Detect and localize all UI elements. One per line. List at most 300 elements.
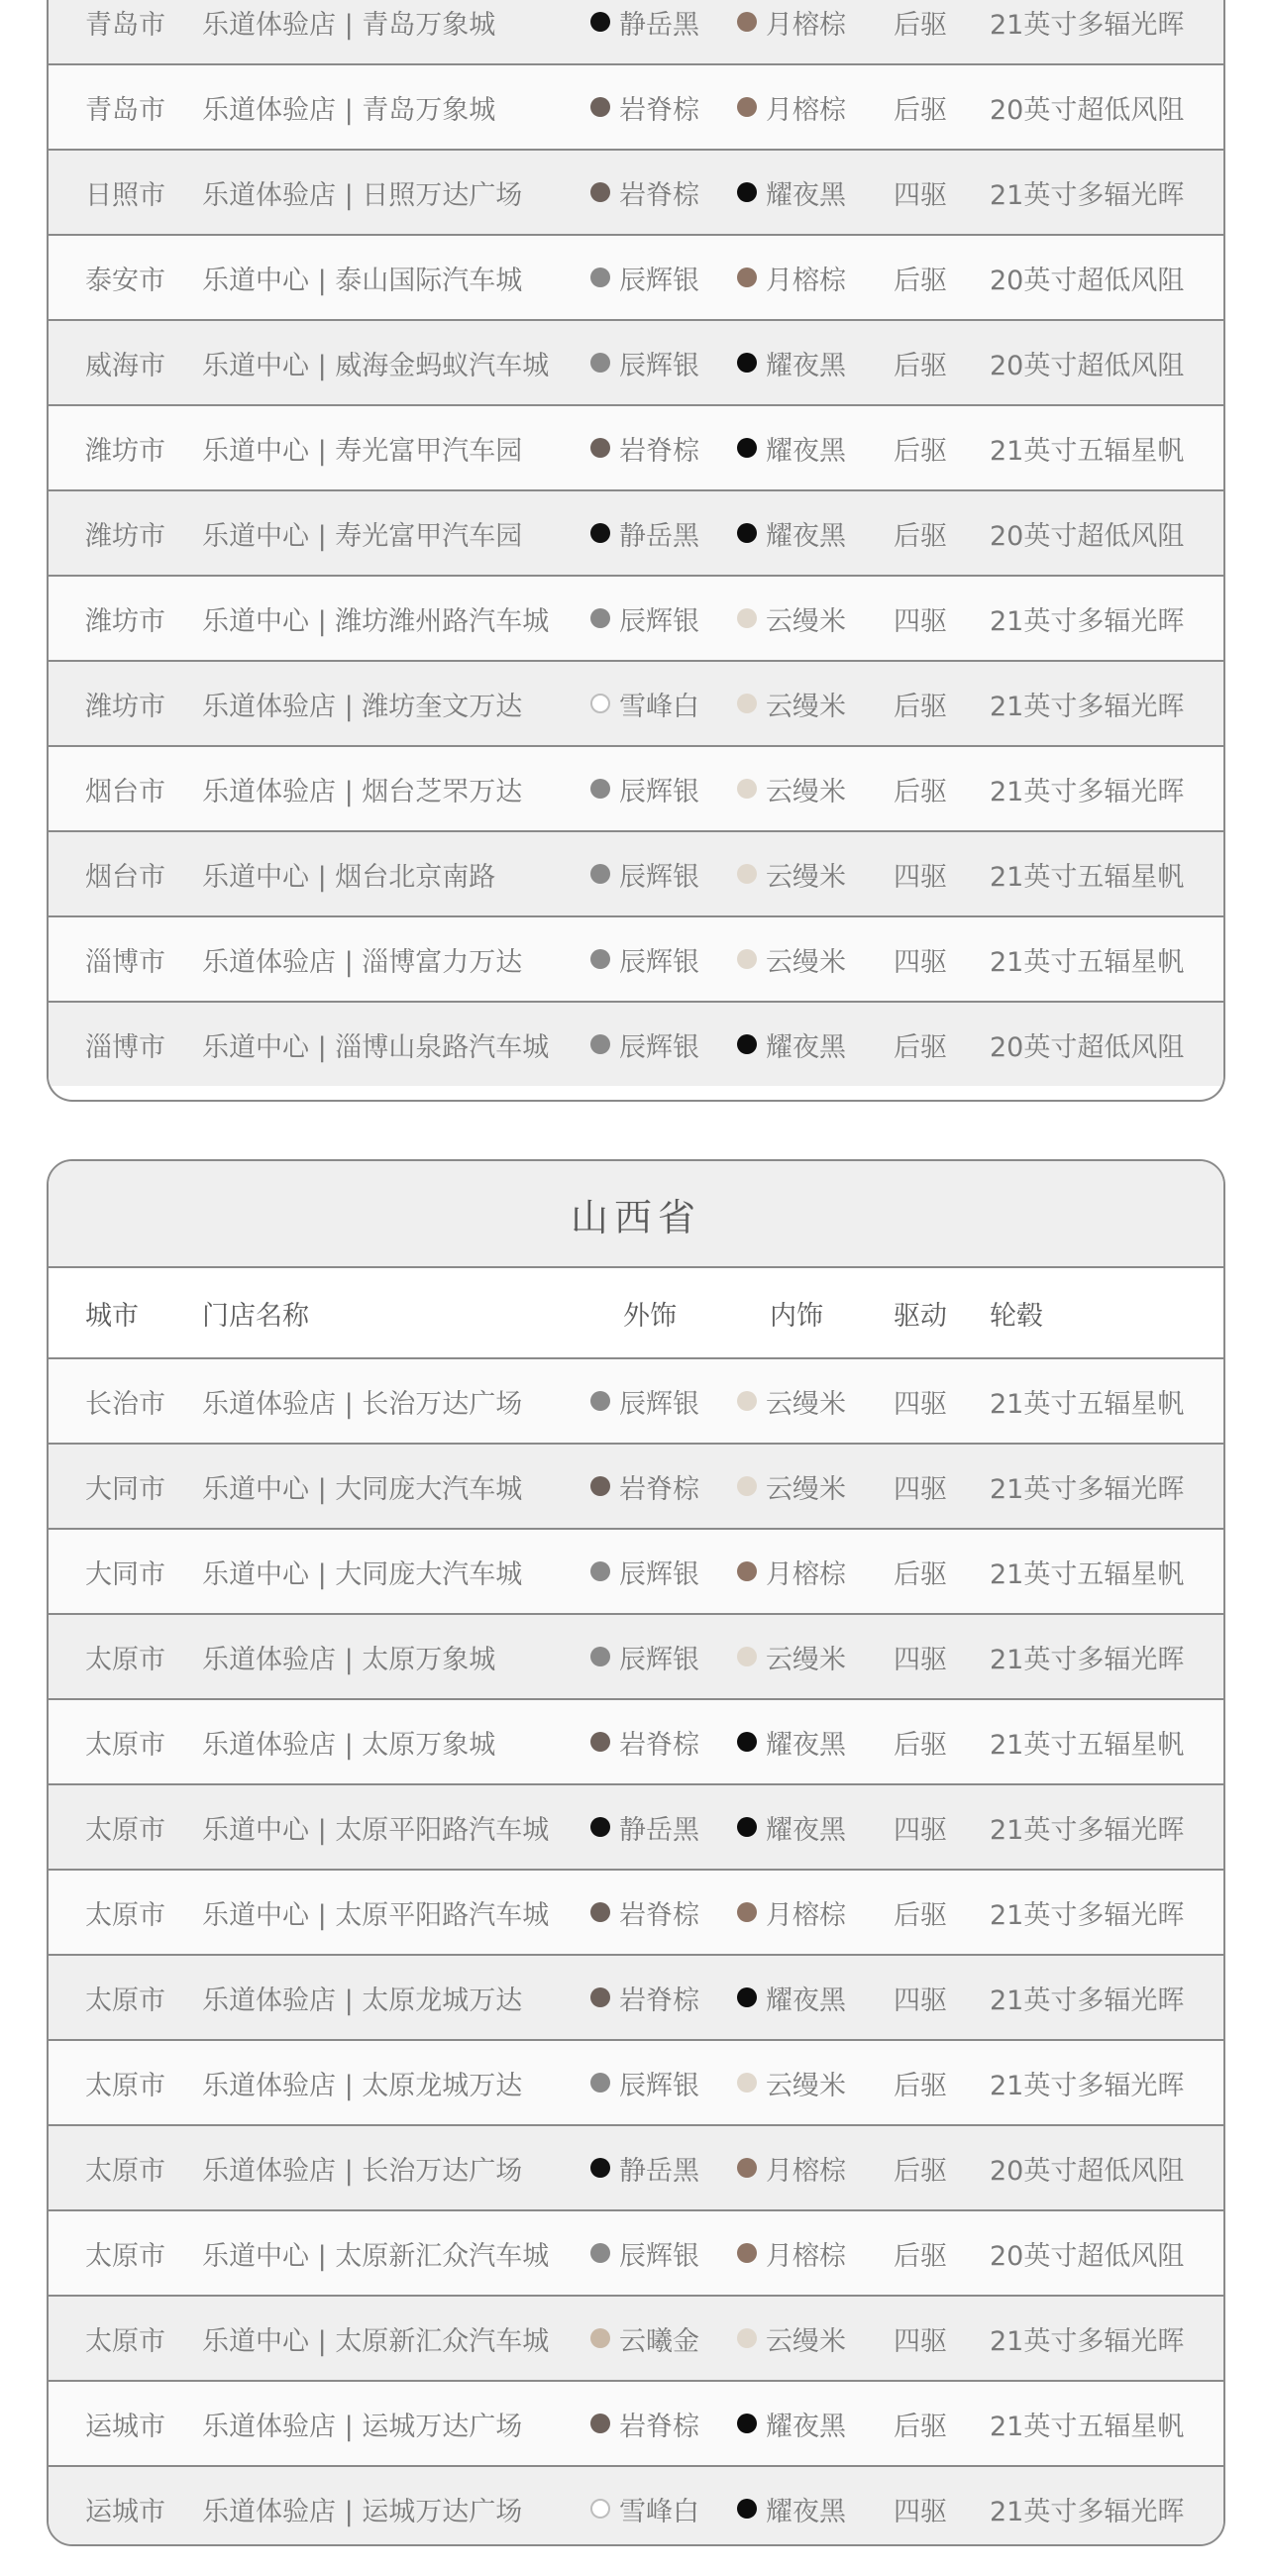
cell-drive: 四驱	[894, 179, 947, 211]
cell-exterior-label: 辰辉银	[619, 350, 699, 381]
cell-exterior	[590, 1382, 699, 1421]
cell-interior	[737, 1382, 846, 1421]
cell-city: 潍坊市	[85, 691, 165, 722]
cell-exterior-label: 岩脊棕	[619, 94, 699, 126]
color-swatch-icon	[737, 2328, 757, 2348]
cell-interior	[737, 259, 846, 297]
cell-exterior	[590, 2234, 699, 2273]
cell-exterior-label: 岩脊棕	[619, 1729, 699, 1761]
cell-exterior-label: 辰辉银	[619, 1644, 699, 1675]
cell-drive: 四驱	[894, 861, 947, 893]
color-swatch-icon	[737, 2499, 757, 2519]
cell-city: 烟台市	[85, 776, 165, 807]
cell-store: 乐道体验店 | 运城万达广场	[202, 2496, 523, 2527]
store-table-shanxi	[47, 1159, 1225, 2546]
header-drive: 驱动	[894, 1300, 947, 1332]
cell-interior	[737, 514, 846, 553]
table-row	[49, 1785, 1223, 1871]
cell-exterior-label: 辰辉银	[619, 861, 699, 893]
table-row	[49, 917, 1223, 1003]
cell-drive: 后驱	[894, 2155, 947, 2187]
cell-exterior	[590, 940, 699, 979]
cell-store: 乐道体验店 | 太原万象城	[202, 1644, 496, 1675]
color-swatch-icon	[737, 2158, 757, 2178]
cell-store: 乐道体验店 | 太原龙城万达	[202, 2070, 523, 2101]
color-swatch-icon	[737, 1732, 757, 1752]
cell-exterior-label: 岩脊棕	[619, 435, 699, 467]
cell-wheel: 21英寸五辐星帆	[990, 861, 1185, 893]
cell-exterior-label: 辰辉银	[619, 2070, 699, 2101]
color-swatch-icon	[737, 353, 757, 373]
cell-exterior	[590, 1893, 699, 1932]
cell-interior-label: 耀夜黑	[766, 2496, 846, 2527]
cell-wheel: 21英寸多辐光晖	[990, 1644, 1185, 1675]
cell-store: 乐道体验店 | 太原龙城万达	[202, 1985, 523, 2016]
cell-city: 运城市	[85, 2411, 165, 2442]
cell-interior	[737, 1979, 846, 2017]
color-swatch-icon	[737, 1817, 757, 1837]
cell-store: 乐道中心 | 太原平阳路汽车城	[202, 1899, 550, 1931]
cell-exterior	[590, 1808, 699, 1847]
color-swatch-icon	[737, 438, 757, 458]
table-row	[49, 1700, 1223, 1785]
table-row	[49, 406, 1223, 491]
cell-wheel: 21英寸多辐光晖	[990, 1473, 1185, 1505]
color-swatch-icon	[590, 268, 610, 287]
cell-exterior-label: 辰辉银	[619, 776, 699, 807]
cell-store: 乐道中心 | 大同庞大汽车城	[202, 1473, 523, 1505]
color-swatch-icon	[737, 12, 757, 32]
cell-wheel: 20英寸超低风阻	[990, 94, 1185, 126]
cell-exterior-label: 云曦金	[619, 2325, 699, 2357]
color-swatch-icon	[737, 1034, 757, 1054]
cell-interior-label: 月榕棕	[766, 265, 846, 296]
cell-city: 潍坊市	[85, 435, 165, 467]
cell-store: 乐道体验店 | 烟台芝罘万达	[202, 776, 523, 807]
cell-exterior-label: 辰辉银	[619, 2240, 699, 2272]
cell-store: 乐道体验店 | 太原万象城	[202, 1729, 496, 1761]
cell-wheel: 21英寸多辐光晖	[990, 1814, 1185, 1846]
table-row	[49, 2041, 1223, 2126]
cell-exterior	[590, 1723, 699, 1762]
table-row	[49, 491, 1223, 577]
cell-interior-label: 月榕棕	[766, 9, 846, 41]
color-swatch-icon	[737, 1987, 757, 2007]
table-row	[49, 236, 1223, 321]
color-swatch-icon	[590, 523, 610, 543]
color-swatch-icon	[590, 1647, 610, 1666]
table-row	[49, 65, 1223, 151]
color-swatch-icon	[737, 1902, 757, 1922]
cell-drive: 四驱	[894, 1814, 947, 1846]
color-swatch-icon	[590, 353, 610, 373]
cell-interior	[737, 429, 846, 468]
color-swatch-icon	[590, 1902, 610, 1922]
cell-exterior	[590, 599, 699, 638]
cell-exterior-label: 辰辉银	[619, 1388, 699, 1420]
cell-interior	[737, 1723, 846, 1762]
cell-city: 青岛市	[85, 94, 165, 126]
cell-exterior-label: 静岳黑	[619, 520, 699, 552]
cell-interior-label: 月榕棕	[766, 1558, 846, 1590]
cell-interior	[737, 2490, 846, 2528]
cell-exterior-label: 静岳黑	[619, 1814, 699, 1846]
cell-wheel: 21英寸多辐光晖	[990, 179, 1185, 211]
cell-store: 乐道中心 | 威海金蚂蚁汽车城	[202, 350, 550, 381]
table-row	[49, 2211, 1223, 2297]
table-row	[49, 0, 1223, 65]
cell-wheel: 21英寸五辐星帆	[990, 946, 1185, 978]
cell-drive: 后驱	[894, 2070, 947, 2101]
cell-interior	[737, 2405, 846, 2443]
color-swatch-icon	[590, 949, 610, 969]
table-row	[49, 832, 1223, 917]
color-swatch-icon	[590, 1476, 610, 1496]
cell-drive: 后驱	[894, 691, 947, 722]
cell-store: 乐道体验店 | 长治万达广场	[202, 1388, 523, 1420]
header-interior: 内饰	[770, 1300, 823, 1332]
color-swatch-icon	[590, 608, 610, 628]
cell-interior	[737, 2319, 846, 2358]
cell-drive: 四驱	[894, 605, 947, 637]
cell-city: 太原市	[85, 2325, 165, 2357]
table-row	[49, 2297, 1223, 2382]
cell-wheel: 20英寸超低风阻	[990, 2240, 1185, 2272]
cell-city: 太原市	[85, 1814, 165, 1846]
color-swatch-icon	[590, 864, 610, 884]
cell-exterior-label: 辰辉银	[619, 1031, 699, 1063]
cell-interior-label: 耀夜黑	[766, 350, 846, 381]
cell-wheel: 21英寸五辐星帆	[990, 2411, 1185, 2442]
color-swatch-icon	[737, 864, 757, 884]
cell-interior	[737, 1638, 846, 1676]
cell-exterior	[590, 1979, 699, 2017]
table-body	[49, 1359, 1223, 2546]
cell-exterior	[590, 2405, 699, 2443]
cell-city: 太原市	[85, 1899, 165, 1931]
cell-exterior	[590, 429, 699, 468]
cell-drive: 后驱	[894, 9, 947, 41]
cell-drive: 后驱	[894, 520, 947, 552]
cell-city: 太原市	[85, 2240, 165, 2272]
cell-interior-label: 云缦米	[766, 691, 846, 722]
cell-interior	[737, 1553, 846, 1591]
cell-store: 乐道中心 | 寿光富甲汽车园	[202, 520, 523, 552]
cell-store: 乐道中心 | 泰山国际汽车城	[202, 265, 523, 296]
cell-drive: 后驱	[894, 1729, 947, 1761]
cell-wheel: 21英寸五辐星帆	[990, 1729, 1185, 1761]
color-swatch-icon	[590, 1034, 610, 1054]
cell-city: 淄博市	[85, 1031, 165, 1063]
table-row	[49, 747, 1223, 832]
cell-interior	[737, 1808, 846, 1847]
cell-exterior-label: 辰辉银	[619, 946, 699, 978]
cell-city: 太原市	[85, 1985, 165, 2016]
cell-interior	[737, 855, 846, 894]
cell-drive: 四驱	[894, 1644, 947, 1675]
cell-drive: 后驱	[894, 2240, 947, 2272]
cell-drive: 后驱	[894, 94, 947, 126]
cell-interior	[737, 685, 846, 723]
cell-drive: 四驱	[894, 946, 947, 978]
color-swatch-icon	[737, 97, 757, 117]
cell-interior	[737, 2064, 846, 2102]
color-swatch-icon	[737, 2243, 757, 2263]
cell-exterior-label: 辰辉银	[619, 265, 699, 296]
cell-store: 乐道中心 | 淄博山泉路汽车城	[202, 1031, 550, 1063]
cell-exterior-label: 静岳黑	[619, 9, 699, 41]
cell-wheel: 20英寸超低风阻	[990, 265, 1185, 296]
cell-city: 大同市	[85, 1473, 165, 1505]
province-title: 山西省	[49, 1161, 1223, 1268]
cell-interior	[737, 1467, 846, 1506]
cell-interior-label: 云缦米	[766, 1388, 846, 1420]
cell-wheel: 21英寸多辐光晖	[990, 691, 1185, 722]
cell-city: 潍坊市	[85, 520, 165, 552]
color-swatch-icon	[737, 1391, 757, 1411]
cell-exterior	[590, 514, 699, 553]
cell-interior-label: 云缦米	[766, 1644, 846, 1675]
cell-store: 乐道中心 | 烟台北京南路	[202, 861, 496, 893]
cell-interior	[737, 770, 846, 808]
cell-store: 乐道体验店 | 日照万达广场	[202, 179, 523, 211]
cell-interior-label: 云缦米	[766, 605, 846, 637]
cell-drive: 后驱	[894, 776, 947, 807]
table-row	[49, 2126, 1223, 2211]
cell-interior	[737, 599, 846, 638]
cell-store: 乐道中心 | 潍坊潍州路汽车城	[202, 605, 550, 637]
cell-exterior	[590, 3, 699, 42]
table-row	[49, 1359, 1223, 1445]
cell-exterior-label: 岩脊棕	[619, 1985, 699, 2016]
table-row	[49, 1615, 1223, 1700]
cell-drive: 后驱	[894, 265, 947, 296]
cell-interior	[737, 88, 846, 127]
header-exterior: 外饰	[623, 1300, 677, 1332]
cell-exterior	[590, 2319, 699, 2358]
color-swatch-icon	[737, 268, 757, 287]
color-swatch-icon	[737, 779, 757, 799]
color-swatch-icon	[737, 694, 757, 713]
cell-exterior	[590, 1638, 699, 1676]
color-swatch-icon	[590, 2414, 610, 2433]
cell-drive: 后驱	[894, 350, 947, 381]
cell-interior	[737, 1893, 846, 1932]
color-swatch-icon	[590, 1391, 610, 1411]
table-header-row	[49, 1268, 1223, 1359]
cell-interior-label: 月榕棕	[766, 2240, 846, 2272]
cell-interior-label: 云缦米	[766, 2325, 846, 2357]
cell-interior-label: 云缦米	[766, 776, 846, 807]
cell-wheel: 21英寸多辐光晖	[990, 9, 1185, 41]
cell-city: 太原市	[85, 2070, 165, 2101]
cell-interior	[737, 344, 846, 382]
cell-exterior	[590, 685, 699, 723]
cell-exterior-label: 岩脊棕	[619, 1473, 699, 1505]
table-body	[49, 0, 1223, 1086]
cell-store: 乐道体验店 | 青岛万象城	[202, 94, 496, 126]
cell-interior	[737, 173, 846, 212]
color-swatch-icon	[590, 2073, 610, 2093]
cell-city: 长治市	[85, 1388, 165, 1420]
color-swatch-icon	[737, 1561, 757, 1581]
color-swatch-icon	[590, 2499, 610, 2519]
cell-store: 乐道中心 | 太原新汇众汽车城	[202, 2325, 550, 2357]
color-swatch-icon	[590, 438, 610, 458]
cell-exterior-label: 雪峰白	[619, 691, 699, 722]
cell-interior-label: 耀夜黑	[766, 2411, 846, 2442]
cell-exterior	[590, 2064, 699, 2102]
table-row	[49, 2467, 1223, 2546]
color-swatch-icon	[590, 97, 610, 117]
cell-exterior-label: 岩脊棕	[619, 1899, 699, 1931]
cell-interior	[737, 940, 846, 979]
cell-store: 乐道中心 | 大同庞大汽车城	[202, 1558, 523, 1590]
cell-store: 乐道体验店 | 青岛万象城	[202, 9, 496, 41]
color-swatch-icon	[590, 1561, 610, 1581]
cell-store: 乐道体验店 | 潍坊奎文万达	[202, 691, 523, 722]
cell-drive: 后驱	[894, 1899, 947, 1931]
color-swatch-icon	[737, 2073, 757, 2093]
color-swatch-icon	[590, 2328, 610, 2348]
cell-interior-label: 耀夜黑	[766, 1985, 846, 2016]
cell-city: 运城市	[85, 2496, 165, 2527]
cell-store: 乐道体验店 | 运城万达广场	[202, 2411, 523, 2442]
cell-exterior-label: 辰辉银	[619, 605, 699, 637]
cell-city: 太原市	[85, 1729, 165, 1761]
cell-city: 太原市	[85, 1644, 165, 1675]
table-row	[49, 1003, 1223, 1086]
color-swatch-icon	[590, 2243, 610, 2263]
cell-interior-label: 耀夜黑	[766, 179, 846, 211]
cell-drive: 四驱	[894, 2496, 947, 2527]
table-row	[49, 321, 1223, 406]
cell-wheel: 21英寸五辐星帆	[990, 1558, 1185, 1590]
cell-interior	[737, 3, 846, 42]
color-swatch-icon	[737, 182, 757, 202]
cell-city: 威海市	[85, 350, 165, 381]
cell-store: 乐道中心 | 太原平阳路汽车城	[202, 1814, 550, 1846]
cell-interior-label: 云缦米	[766, 1473, 846, 1505]
cell-exterior	[590, 1025, 699, 1064]
cell-city: 烟台市	[85, 861, 165, 893]
color-swatch-icon	[590, 1817, 610, 1837]
table-row	[49, 151, 1223, 236]
cell-city: 大同市	[85, 1558, 165, 1590]
cell-interior	[737, 2234, 846, 2273]
cell-interior	[737, 1025, 846, 1064]
cell-exterior-label: 辰辉银	[619, 1558, 699, 1590]
cell-wheel: 21英寸多辐光晖	[990, 2325, 1185, 2357]
cell-interior-label: 月榕棕	[766, 94, 846, 126]
table-row	[49, 2382, 1223, 2467]
cell-exterior	[590, 770, 699, 808]
color-swatch-icon	[590, 779, 610, 799]
cell-wheel: 20英寸超低风阻	[990, 520, 1185, 552]
cell-interior-label: 月榕棕	[766, 1899, 846, 1931]
cell-interior-label: 云缦米	[766, 946, 846, 978]
header-city: 城市	[85, 1300, 139, 1332]
cell-interior-label: 月榕棕	[766, 2155, 846, 2187]
cell-interior	[737, 2149, 846, 2188]
cell-exterior	[590, 2149, 699, 2188]
cell-exterior	[590, 259, 699, 297]
color-swatch-icon	[590, 2158, 610, 2178]
cell-exterior-label: 岩脊棕	[619, 2411, 699, 2442]
cell-drive: 四驱	[894, 1985, 947, 2016]
cell-drive: 后驱	[894, 1558, 947, 1590]
cell-wheel: 21英寸多辐光晖	[990, 2070, 1185, 2101]
table-row	[49, 662, 1223, 747]
color-swatch-icon	[590, 12, 610, 32]
cell-exterior-label: 雪峰白	[619, 2496, 699, 2527]
cell-interior-label: 耀夜黑	[766, 1814, 846, 1846]
table-row	[49, 577, 1223, 662]
cell-drive: 后驱	[894, 435, 947, 467]
cell-wheel: 21英寸多辐光晖	[990, 605, 1185, 637]
cell-exterior-label: 静岳黑	[619, 2155, 699, 2187]
cell-exterior	[590, 88, 699, 127]
cell-wheel: 21英寸多辐光晖	[990, 1985, 1185, 2016]
header-store: 门店名称	[202, 1300, 309, 1332]
store-table-top-section	[47, 0, 1225, 1102]
color-swatch-icon	[737, 1647, 757, 1666]
cell-exterior	[590, 344, 699, 382]
cell-wheel: 21英寸五辐星帆	[990, 435, 1185, 467]
cell-city: 太原市	[85, 2155, 165, 2187]
cell-interior-label: 云缦米	[766, 2070, 846, 2101]
header-wheel: 轮毂	[990, 1300, 1043, 1332]
color-swatch-icon	[590, 1732, 610, 1752]
cell-city: 青岛市	[85, 9, 165, 41]
cell-store: 乐道体验店 | 淄博富力万达	[202, 946, 523, 978]
color-swatch-icon	[737, 608, 757, 628]
cell-interior-label: 耀夜黑	[766, 435, 846, 467]
cell-wheel: 20英寸超低风阻	[990, 2155, 1185, 2187]
cell-store: 乐道中心 | 寿光富甲汽车园	[202, 435, 523, 467]
cell-drive: 四驱	[894, 2325, 947, 2357]
cell-exterior	[590, 173, 699, 212]
cell-exterior-label: 岩脊棕	[619, 179, 699, 211]
cell-exterior	[590, 1467, 699, 1506]
table-row	[49, 1956, 1223, 2041]
color-swatch-icon	[737, 523, 757, 543]
cell-wheel: 20英寸超低风阻	[990, 350, 1185, 381]
color-swatch-icon	[737, 1476, 757, 1496]
cell-store: 乐道体验店 | 长治万达广场	[202, 2155, 523, 2187]
color-swatch-icon	[590, 182, 610, 202]
cell-drive: 四驱	[894, 1473, 947, 1505]
cell-wheel: 21英寸多辐光晖	[990, 776, 1185, 807]
table-row	[49, 1445, 1223, 1530]
cell-wheel: 21英寸多辐光晖	[990, 2496, 1185, 2527]
cell-interior-label: 耀夜黑	[766, 1031, 846, 1063]
cell-drive: 后驱	[894, 1031, 947, 1063]
cell-interior-label: 耀夜黑	[766, 520, 846, 552]
table-row	[49, 1871, 1223, 1956]
color-swatch-icon	[590, 1987, 610, 2007]
cell-exterior	[590, 855, 699, 894]
cell-drive: 后驱	[894, 2411, 947, 2442]
cell-wheel: 21英寸多辐光晖	[990, 1899, 1185, 1931]
cell-wheel: 20英寸超低风阻	[990, 1031, 1185, 1063]
cell-wheel: 21英寸五辐星帆	[990, 1388, 1185, 1420]
cell-city: 潍坊市	[85, 605, 165, 637]
cell-exterior	[590, 2490, 699, 2528]
cell-drive: 四驱	[894, 1388, 947, 1420]
cell-interior-label: 耀夜黑	[766, 1729, 846, 1761]
color-swatch-icon	[590, 694, 610, 713]
